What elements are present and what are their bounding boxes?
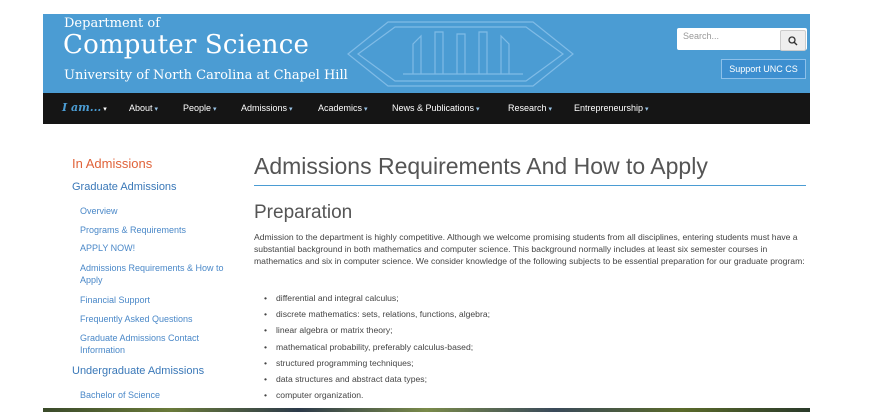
intro-paragraph: Admission to the department is highly competitive. Although we welcome promising students from all disciplines, entering students must have a substantial background in both mathematics and computer science. This background normally includes at least six semester courses in mathematics and six in computer science. We consider knowledge of the following subjects to be essential preparation for our graduate program: [254, 232, 805, 266]
sidebar-undergraduate-admissions[interactable]: Undergraduate Admissions [72, 365, 205, 377]
caret-down-icon: ▾ [548, 106, 553, 113]
sidebar-link-financial-support[interactable]: Financial Support [80, 295, 151, 305]
list-item: • discrete mathematics: sets, relations, functions, algebra; [264, 308, 490, 324]
title-divider [254, 185, 806, 186]
caret-down-icon: ▾ [289, 106, 293, 113]
sidebar-heading: In Admissions [72, 156, 153, 171]
caret-down-icon: ▾ [154, 106, 159, 113]
sidebar-link-apply-now[interactable]: APPLY NOW! [80, 243, 136, 253]
university-name[interactable]: University of North Carolina at Chapel Hill [64, 68, 348, 83]
caret-down-icon: ▾ [213, 106, 217, 113]
dept-name[interactable]: Computer Science [63, 30, 310, 60]
old-well-logo [343, 14, 583, 93]
sidebar-link-bachelor[interactable]: Bachelor of Science [80, 390, 161, 400]
footer-photo [43, 408, 810, 412]
caret-down-icon: ▾ [364, 106, 368, 113]
nav-academics[interactable]: Academics ▾ [318, 103, 368, 113]
caret-down-icon: ▾ [103, 104, 107, 113]
search-placeholder: Search... [683, 31, 720, 41]
list-item: • linear algebra or matrix theory; [264, 324, 490, 340]
page [43, 14, 810, 412]
search-icon [788, 36, 798, 46]
nav-people[interactable]: People ▾ [183, 103, 217, 113]
search-button[interactable] [780, 30, 806, 51]
caret-down-icon: ▾ [645, 106, 649, 113]
list-item: • data structures and abstract data types; [264, 373, 490, 389]
list-item: • differential and integral calculus; [264, 292, 490, 308]
sidebar-link-faq[interactable]: Frequently Asked Questions [80, 314, 193, 324]
list-item: • mathematical probability, preferably calculus-based; [264, 341, 490, 357]
support-button[interactable]: Support UNC CS [721, 59, 806, 79]
sidebar-link-programs[interactable]: Programs & Requirements [80, 225, 187, 235]
page-title: Admissions Requirements And How to Apply [254, 153, 708, 179]
sidebar-link-requirements[interactable]: Admissions Requirements & How to Apply [80, 263, 224, 285]
subjects-list [264, 292, 490, 405]
dept-of-label: Department of [64, 16, 161, 31]
nav-entrepreneurship[interactable]: Entrepreneurship ▾ [574, 103, 649, 113]
caret-down-icon: ▾ [476, 106, 480, 113]
nav-about[interactable]: About ▾ [129, 103, 159, 113]
section-heading: Preparation [254, 202, 353, 223]
nav-admissions[interactable]: Admissions ▾ [241, 103, 293, 113]
nav-i-am[interactable]: I am... ▾ [62, 101, 107, 114]
list-item: • computer organization. [264, 389, 490, 405]
sidebar-link-contact[interactable]: Graduate Admissions Contact Information [80, 333, 200, 355]
main-nav [43, 93, 810, 124]
sidebar-link-overview[interactable]: Overview [80, 206, 118, 216]
site-banner [43, 14, 810, 93]
list-item: • structured programming techniques; [264, 357, 490, 373]
nav-research[interactable]: Research ▾ [508, 103, 553, 113]
nav-news-publications[interactable]: News & Publications ▾ [392, 103, 480, 113]
sidebar-graduate-admissions[interactable]: Graduate Admissions [72, 181, 177, 193]
